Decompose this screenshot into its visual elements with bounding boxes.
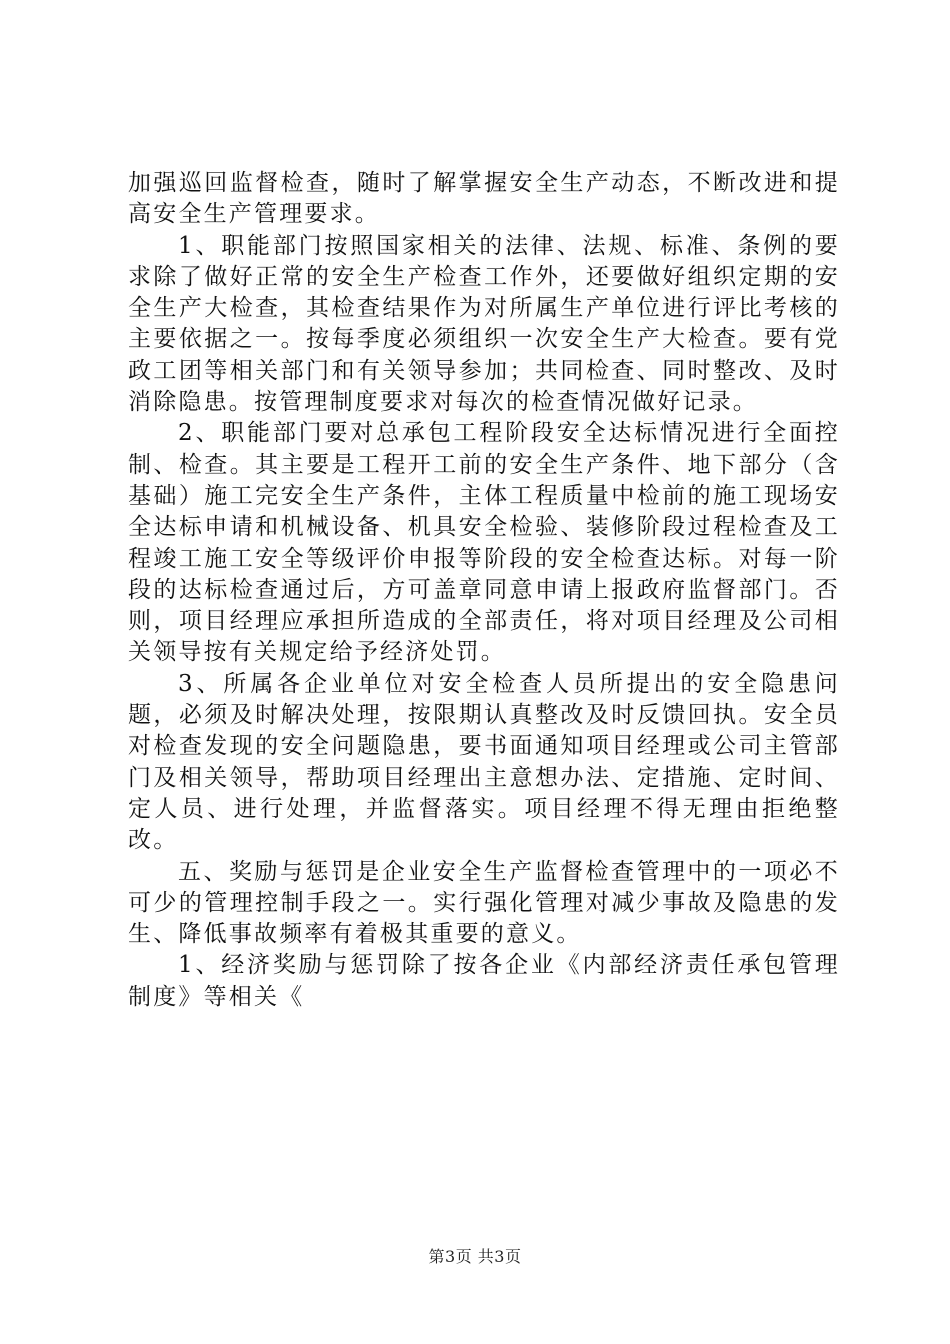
paragraph-1: 加强巡回监督检查，随时了解掌握安全生产动态，不断改进和提高安全生产管理要求。 [128, 170, 840, 228]
paragraph-6: 1、经济奖励与惩罚除了按各企业《内部经济责任承包管理制度》等相关《 [128, 952, 840, 1010]
page-number-footer: 第3页 共3页 [428, 1247, 522, 1266]
paragraph-3: 2、职能部门要对总承包工程阶段安全达标情况进行全面控制、检查。其主要是工程开工前的安全生产条件、地下部分（含基础）施工完安全生产条件，主体工程质量中检前的施工现场安全达标申请和机械设备、机具安全检验、装修阶段过程检查及工程竣工施工安全等级评价申报等阶段的安全检查达标。对每一阶段的达标检查通过后，方可盖章同意申请上报政府监督部门。否则，项目经理应承担所造成的全部责任，将对项目经理及公司相关领导按有关规定给予经济处罚。 [128, 420, 840, 666]
paragraph-4: 3、所属各企业单位对安全检查人员所提出的安全隐患问题，必须及时解决处理，按限期认真整改及时反馈回执。安全员对检查发现的安全问题隐患，要书面通知项目经理或公司主管部门及相关领导，帮助项目经理出主意想办法、定措施、定时间、定人员、进行处理，并监督落实。项目经理不得无理由拒绝整改。 [128, 670, 840, 854]
paragraph-5: 五、奖励与惩罚是企业安全生产监督检查管理中的一项必不可少的管理控制手段之一。实行强化管理对减少事故及隐患的发生、降低事故频率有着极其重要的意义。 [128, 858, 840, 948]
paragraph-2: 1、职能部门按照国家相关的法律、法规、标准、条例的要求除了做好正常的安全生产检查工作外，还要做好组织定期的安全生产大检查，其检查结果作为对所属生产单位进行评比考核的主要依据之一。按每季度必须组织一次安全生产大检查。要有党政工团等相关部门和有关领导参加；共同检查、同时整改、及时消除隐患。按管理制度要求对每次的检查情况做好记录。 [128, 232, 840, 416]
document-body [128, 168, 840, 1013]
